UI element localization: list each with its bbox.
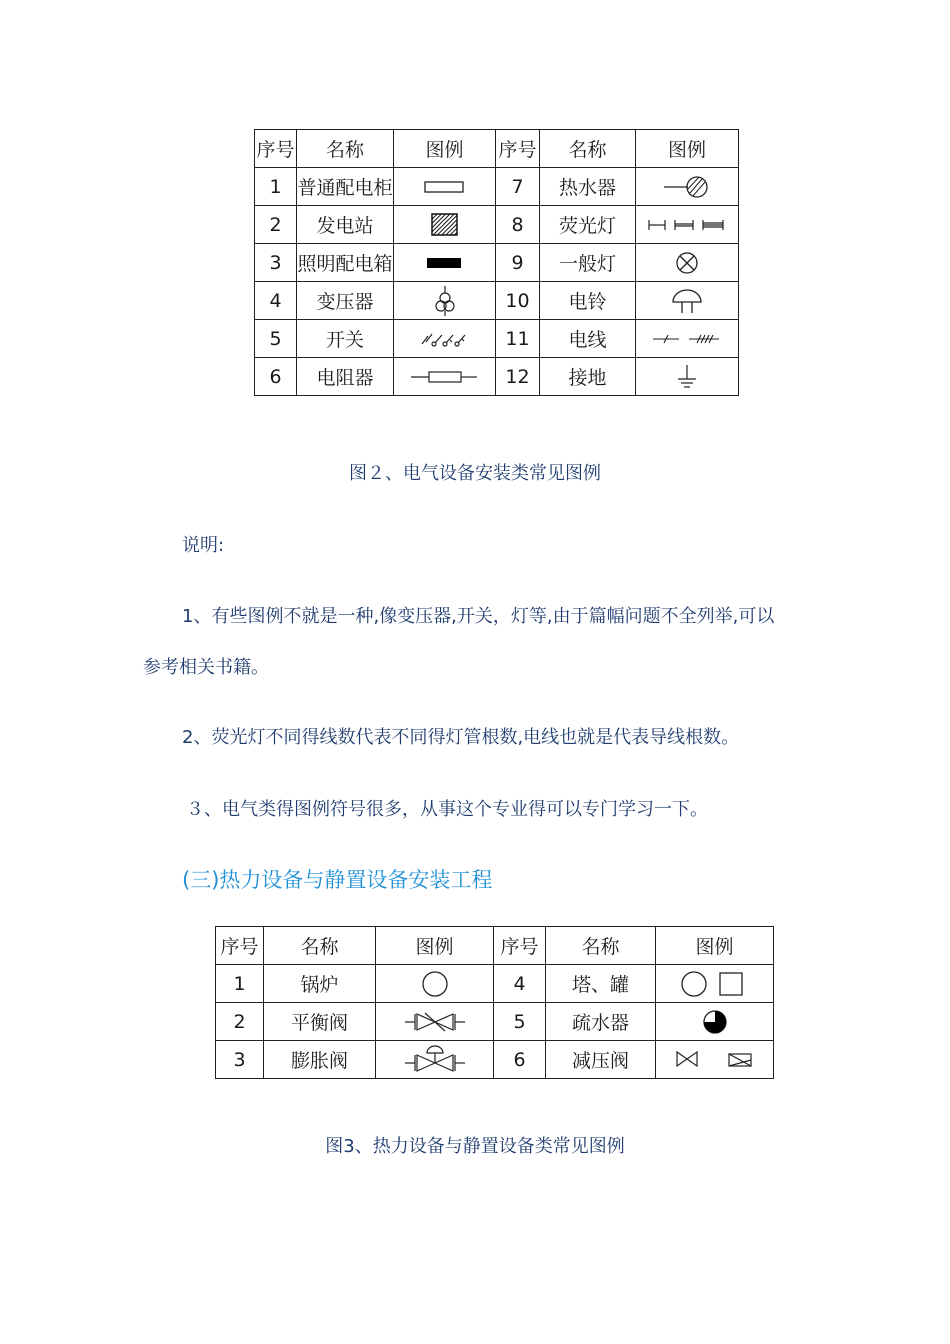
table-row <box>255 244 739 282</box>
row-number: 2 <box>255 206 297 244</box>
row-number: 2 <box>216 1003 264 1041</box>
header-cell: 图例 <box>636 130 739 168</box>
table-row <box>255 168 739 206</box>
notes-intro: 说明: <box>182 535 225 556</box>
header-cell: 名称 <box>297 130 394 168</box>
section-heading: (三)热力设备与静置设备安装工程 <box>182 868 493 892</box>
note-item-3: ３、电气类得图例符号很多，从事这个专业得可以专门学习一下。 <box>186 799 708 820</box>
row-number: 9 <box>496 244 540 282</box>
item-name: 荧光灯 <box>540 206 636 244</box>
steam-trap-icon <box>700 1008 730 1036</box>
header-cell: 图例 <box>394 130 496 168</box>
thermal-equipment-legend-table <box>215 926 774 1079</box>
filled-rectangle-icon <box>423 255 467 271</box>
item-name: 疏水器 <box>546 1003 656 1041</box>
row-number: 1 <box>216 965 264 1003</box>
row-number: 5 <box>494 1003 546 1041</box>
row-number: 3 <box>216 1041 264 1079</box>
header-cell: 名称 <box>540 130 636 168</box>
item-name: 照明配电箱 <box>297 244 394 282</box>
header-cell: 序号 <box>255 130 297 168</box>
wire-icon <box>651 331 723 347</box>
row-number: 4 <box>255 282 297 320</box>
table-row <box>255 282 739 320</box>
row-number: 7 <box>496 168 540 206</box>
item-name: 膨胀阀 <box>264 1041 376 1079</box>
table-row <box>255 358 739 396</box>
item-name: 发电站 <box>297 206 394 244</box>
item-name: 变压器 <box>297 282 394 320</box>
item-name: 开关 <box>297 320 394 358</box>
item-name: 塔、罐 <box>546 965 656 1003</box>
item-name: 一般灯 <box>540 244 636 282</box>
table-row <box>216 965 774 1003</box>
row-number: 10 <box>496 282 540 320</box>
figure-caption-3: 图3、热力设备与静置设备类常见图例 <box>325 1136 625 1157</box>
tower-tank-icon <box>680 970 750 998</box>
item-name: 锅炉 <box>264 965 376 1003</box>
header-cell: 序号 <box>216 927 264 965</box>
hatched-square-icon <box>430 212 460 238</box>
fluorescent-lamp-icon <box>647 217 727 233</box>
table-header-row <box>255 130 739 168</box>
boiler-circle-icon <box>421 970 449 998</box>
electrical-legend-table <box>254 129 739 396</box>
row-number: 3 <box>255 244 297 282</box>
ground-icon <box>675 363 699 391</box>
table-row <box>255 320 739 358</box>
note-item-1: 1、有些图例不就是一种,像变压器,开关，灯等,由于篇幅问题不全列举,可以 <box>182 606 775 627</box>
header-cell: 序号 <box>494 927 546 965</box>
switch-icon <box>420 330 470 348</box>
header-cell: 名称 <box>264 927 376 965</box>
lamp-cross-circle-icon <box>674 250 700 276</box>
item-name: 接地 <box>540 358 636 396</box>
pressure-reducing-valve-icon <box>673 1047 757 1073</box>
balance-valve-icon <box>403 1009 467 1035</box>
item-name: 电阻器 <box>297 358 394 396</box>
bell-icon <box>670 287 704 315</box>
item-name: 平衡阀 <box>264 1003 376 1041</box>
note-item-2: 2、荧光灯不同得线数代表不同得灯管根数,电线也就是代表导线根数。 <box>182 727 740 748</box>
row-number: 11 <box>496 320 540 358</box>
row-number: 6 <box>255 358 297 396</box>
row-number: 1 <box>255 168 297 206</box>
table-header-row <box>216 927 774 965</box>
item-name: 减压阀 <box>546 1041 656 1079</box>
row-number: 12 <box>496 358 540 396</box>
row-number: 5 <box>255 320 297 358</box>
note-item-1-continued: 参考相关书籍。 <box>143 657 269 678</box>
table-row <box>255 206 739 244</box>
row-number: 4 <box>494 965 546 1003</box>
expansion-valve-icon <box>403 1044 467 1076</box>
header-cell: 图例 <box>656 927 774 965</box>
item-name: 热水器 <box>540 168 636 206</box>
resistor-icon <box>409 369 481 385</box>
item-name: 电铃 <box>540 282 636 320</box>
water-heater-icon <box>662 173 712 201</box>
figure-caption-2: 图２、电气设备安装类常见图例 <box>349 463 601 484</box>
row-number: 8 <box>496 206 540 244</box>
table-row <box>216 1041 774 1079</box>
item-name: 电线 <box>540 320 636 358</box>
header-cell: 序号 <box>496 130 540 168</box>
header-cell: 图例 <box>376 927 494 965</box>
rectangle-outline-icon <box>423 179 467 195</box>
item-name: 普通配电柜 <box>297 168 394 206</box>
table-row <box>216 1003 774 1041</box>
row-number: 6 <box>494 1041 546 1079</box>
transformer-icon <box>432 285 458 317</box>
header-cell: 名称 <box>546 927 656 965</box>
